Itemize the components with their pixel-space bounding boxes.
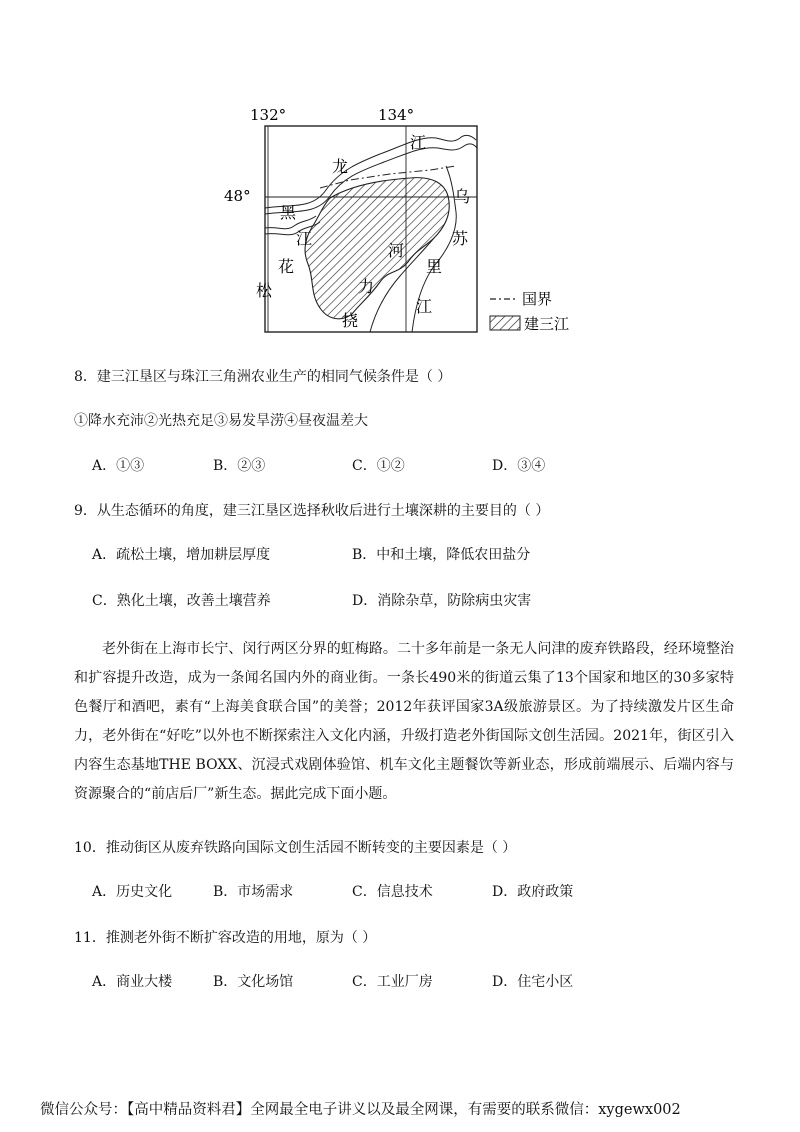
lat-label-48: 48° [224,187,251,205]
question-8-option-a[interactable]: A．①③ [92,458,145,474]
question-10-option-b[interactable]: B．市场需求 [213,884,294,900]
question-8-option-b[interactable]: B．②③ [213,458,266,474]
question-9-option-b[interactable]: B．中和土壤，降低农田盐分 [352,547,531,563]
label-hei: 黑 [280,203,297,222]
label-jiang-heilong: 江 [410,133,427,152]
reading-passage [74,635,734,809]
lon-label-132: 132° [250,106,287,124]
question-9-option-d[interactable]: D．消除杂草，防除病虫灾害 [352,593,532,609]
question-8-option-c[interactable]: C．①② [352,458,405,474]
question-11-stem: 11．推测老外街不断扩容改造的用地，原为（ ） [74,930,377,946]
question-8-option-d[interactable]: D．③④ [492,458,546,474]
question-11-option-c[interactable]: C．工业厂房 [352,974,433,990]
question-10-option-a[interactable]: A．历史文化 [92,884,173,900]
question-8-statement: ①降水充沛②光热充足③易发旱涝④昼夜温差大 [74,413,368,429]
lon-label-134: 134° [378,106,415,124]
question-11-option-b[interactable]: B．文化场馆 [213,974,294,990]
question-8-stem: 8．建三江垦区与珠江三角洲农业生产的相同气候条件是（ ） [74,369,452,385]
label-li2: 力 [358,277,375,296]
question-9-option-c[interactable]: C．熟化土壤，改善土壤营养 [92,593,271,609]
page-footer: 微信公众号：【高中精品资料君】全网最全电子讲义以及最全网课，有需要的联系微信：xygewx002 [40,1102,681,1118]
question-11-option-a[interactable]: A．商业大楼 [92,974,173,990]
question-9-stem: 9．从生态循环的角度，建三江垦区选择秋收后进行土壤深耕的主要目的（ ） [74,503,550,519]
passage-text: 老外街在上海市长宁、闵行两区分界的虹梅路。二十多年前是一条无人问津的废弃铁路段，经环境整治和扩容提升改造，成为一条闻名国内外的商业街。一条长490米的街道云集了13个国家和地区的30多家特色餐厅和酒吧，素有“上海美食联合国”的美誉；2012年获评国家3A级旅游景区。为了持续激发片区生命力，老外街在“好吃”以外也不断探索注入文化内涵，升级打造老外街国际文创生活园。2021年，街区引入内容生态基地THE BOXX、沉浸式戏剧体验馆、机车文化主题餐饮等新业态，形成前端展示、后端内容与资源聚合的“前店后厂”新生态。据此完成下面小题。 [74,641,734,802]
label-li: 里 [426,257,443,276]
label-long: 龙 [332,157,349,176]
jiansanjiang-map [220,100,590,345]
label-hua: 花 [278,257,295,276]
label-su: 苏 [452,229,469,248]
legend [490,290,569,333]
label-jiang-wusuli: 江 [416,297,433,316]
label-jiang-hei: 江 [296,229,313,248]
legend-border-label: 国界 [522,290,553,308]
legend-hatch-symbol [490,316,520,330]
label-song: 松 [256,281,273,300]
question-9-option-a[interactable]: A．疏松土壤，增加耕层厚度 [92,547,271,563]
question-10-stem: 10．推动街区从废弃铁路向国际文创生活园不断转变的主要因素是（ ） [74,840,517,856]
label-nao: 挠 [342,311,359,330]
label-he: 河 [388,241,405,260]
label-wu: 乌 [454,187,471,206]
question-11-option-d[interactable]: D．住宅小区 [492,974,574,990]
question-10-option-d[interactable]: D．政府政策 [492,884,574,900]
legend-hatch-label: 建三江 [524,315,570,333]
question-10-option-c[interactable]: C．信息技术 [352,884,433,900]
